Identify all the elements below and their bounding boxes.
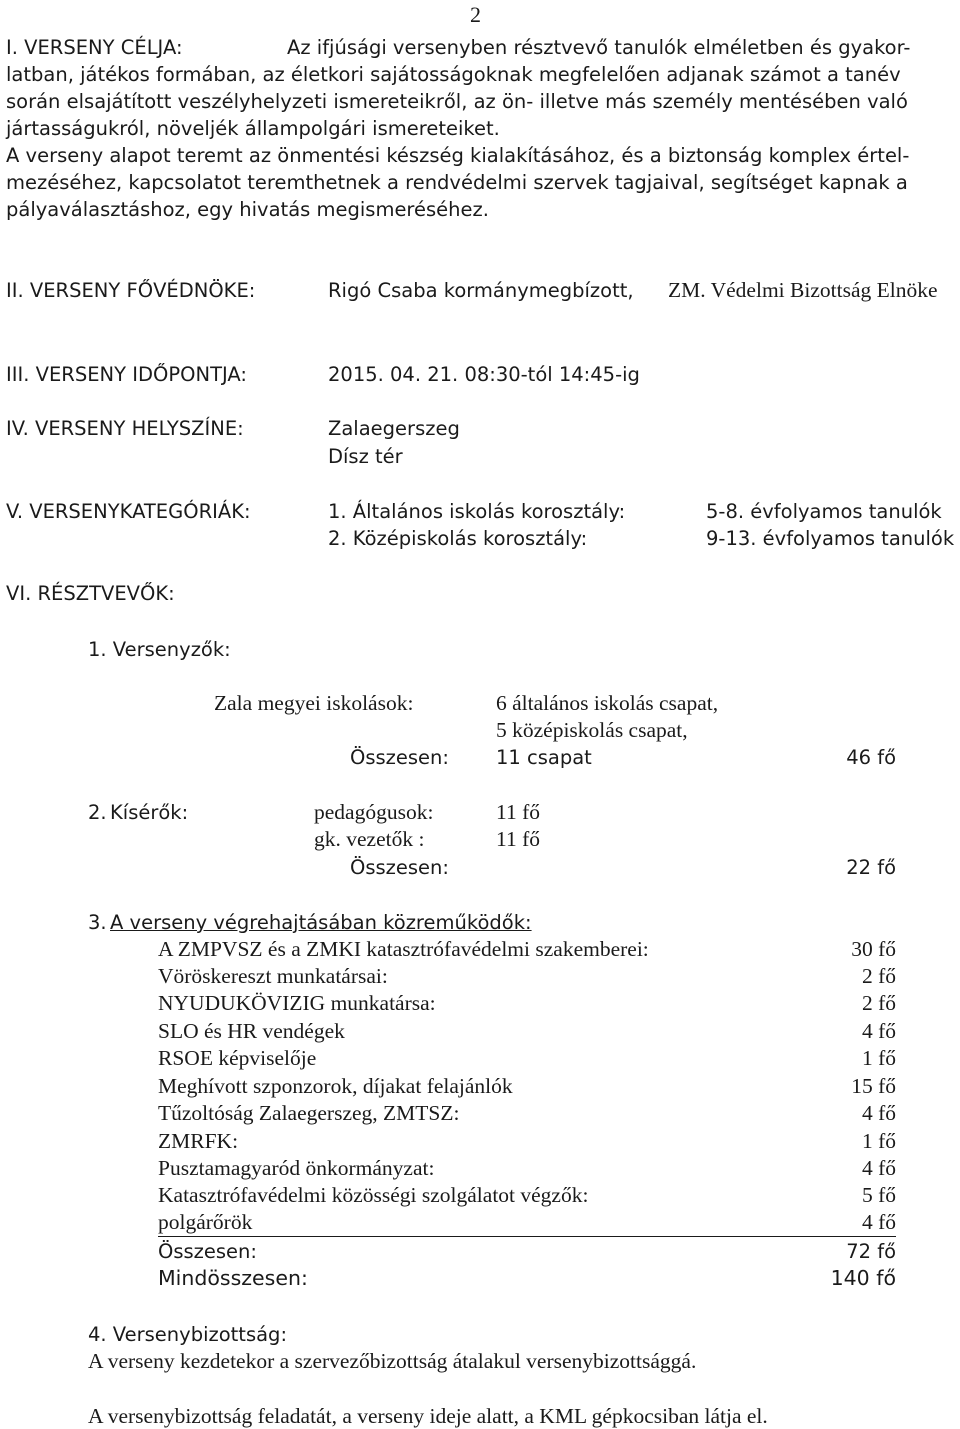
escorts-teachers-label: pedagógusok:: [314, 800, 434, 824]
contributor-label: RSOE képviselője: [158, 1046, 317, 1070]
contributor-label: ZMRFK:: [158, 1129, 239, 1153]
escorts-total-value: 22 fő: [846, 856, 896, 879]
contributor-value: 2 fő: [861, 991, 896, 1015]
contributor-label: NYUDUKÖVIZIG munkatársa:: [158, 991, 436, 1015]
contributor-label: Tűzoltóság Zalaegerszeg, ZMTSZ:: [158, 1101, 460, 1125]
section-categories-heading: V. VERSENYKATEGÓRIÁK:: [6, 500, 251, 523]
committee-line-1: A verseny kezdetekor a szervezőbizottság átalakul versenybizottsággá.: [88, 1349, 697, 1373]
section-location-heading: IV. VERSENY HELYSZÍNE:: [6, 417, 244, 440]
competitors-total-label: Összesen:: [350, 746, 449, 769]
goal-line-1: Az ifjúsági versenyben résztvevő tanulók elméletben és gyakor-: [287, 36, 911, 59]
contributors-heading: A verseny végrehajtásában közreműködők:: [110, 911, 532, 934]
escorts-total-label: Összesen:: [350, 856, 449, 879]
contributor-value: 5 fő: [861, 1183, 896, 1207]
contributor-value: 1 fő: [861, 1129, 896, 1153]
section-participants-heading: VI. RÉSZTVEVŐK:: [6, 582, 175, 605]
contributor-label: Meghívott szponzorok, díjakat felajánlók: [158, 1074, 513, 1098]
grand-total-value: 140 fő: [830, 1266, 896, 1290]
contributor-value: 4 fő: [861, 1156, 896, 1180]
escorts-heading-number: 2.: [88, 801, 107, 824]
escorts-drivers-value: 11 fő: [496, 827, 540, 851]
competitors-heading: 1. Versenyzők:: [88, 638, 231, 661]
competitors-label: Zala megyei iskolások:: [214, 691, 414, 715]
goal-line-7: pályaválasztáshoz, egy hivatás megismeréséhez.: [6, 198, 489, 221]
competitors-item-2: 5 középiskolás csapat,: [496, 718, 688, 742]
contributor-label: Vöröskereszt munkatársai:: [158, 964, 388, 988]
section-goal-heading: I. VERSENY CÉLJA:: [6, 36, 183, 59]
contributor-value: 4 fő: [861, 1101, 896, 1125]
contributors-heading-number: 3.: [88, 911, 107, 934]
contributor-value: 2 fő: [861, 964, 896, 988]
contributor-label: Pusztamagyaród önkormányzat:: [158, 1156, 435, 1180]
contributor-value: 1 fő: [861, 1046, 896, 1070]
page-number: 2: [470, 2, 481, 27]
contributor-label: Katasztrófavédelmi közösségi szolgálatot végzők:: [158, 1183, 589, 1207]
contributor-value: 4 fő: [861, 1019, 896, 1043]
category-2: 2. Középiskolás korosztály:: [328, 527, 588, 550]
event-date: 2015. 04. 21. 08:30-tól 14:45-ig: [328, 363, 640, 386]
category-2-value: 9-13. évfolyamos tanulók: [706, 527, 955, 550]
goal-line-4: jártasságukról, növeljék állampolgári ismereteiket.: [6, 117, 500, 140]
location-place: Dísz tér: [328, 445, 403, 468]
contributor-label: A ZMPVSZ és a ZMKI katasztrófavédelmi szakemberei:: [158, 937, 649, 961]
contributor-label: SLO és HR vendégek: [158, 1019, 345, 1043]
grand-total-label: Mindösszesen:: [158, 1266, 308, 1290]
section-patron-heading: II. VERSENY FŐVÉDNÖKE:: [6, 279, 256, 302]
escorts-teachers-value: 11 fő: [496, 800, 540, 824]
location-city: Zalaegerszeg: [328, 417, 460, 440]
contributor-value: 30 fő: [851, 937, 896, 961]
competitors-item-1: 6 általános iskolás csapat,: [496, 691, 719, 715]
goal-line-2: latban, játékos formában, az életkori sajátosságoknak megfelelően adjanak számot a tanév: [6, 63, 901, 86]
escorts-drivers-label: gk. vezetők :: [314, 827, 425, 851]
patron-title: ZM. Védelmi Bizottság Elnöke: [668, 278, 938, 302]
competitors-total-people: 46 fő: [846, 746, 896, 769]
totals-divider: [158, 1236, 896, 1237]
contributors-total-value: 72 fő: [846, 1240, 896, 1263]
committee-line-2: A versenybizottság feladatát, a verseny ideje alatt, a KML gépkocsiban látja el.: [88, 1404, 768, 1428]
escorts-heading: Kísérők:: [110, 801, 189, 824]
goal-line-6: mezéséhez, kapcsolatot teremthetnek a rendvédelmi szervek tagjaival, segítséget kapnak a: [6, 171, 908, 194]
committee-heading: 4. Versenybizottság:: [88, 1323, 288, 1346]
contributor-label: polgárőrök: [158, 1210, 253, 1234]
category-1-value: 5-8. évfolyamos tanulók: [706, 500, 942, 523]
contributors-total-label: Összesen:: [158, 1240, 257, 1263]
competitors-total-teams: 11 csapat: [496, 746, 592, 769]
category-1: 1. Általános iskolás korosztály:: [328, 500, 626, 523]
contributor-value: 4 fő: [861, 1210, 896, 1234]
goal-line-3: során elsajátított veszélyhelyzeti ismereteikről, az ön- illetve más személy mentésében való: [6, 90, 908, 113]
goal-line-5: A verseny alapot teremt az önmentési készség kialakításához, és a biztonság komplex értel-: [6, 144, 910, 167]
contributor-value: 15 fő: [851, 1074, 896, 1098]
patron-name: Rigó Csaba kormánymegbízott,: [328, 279, 634, 302]
section-date-heading: III. VERSENY IDŐPONTJA:: [6, 363, 247, 386]
